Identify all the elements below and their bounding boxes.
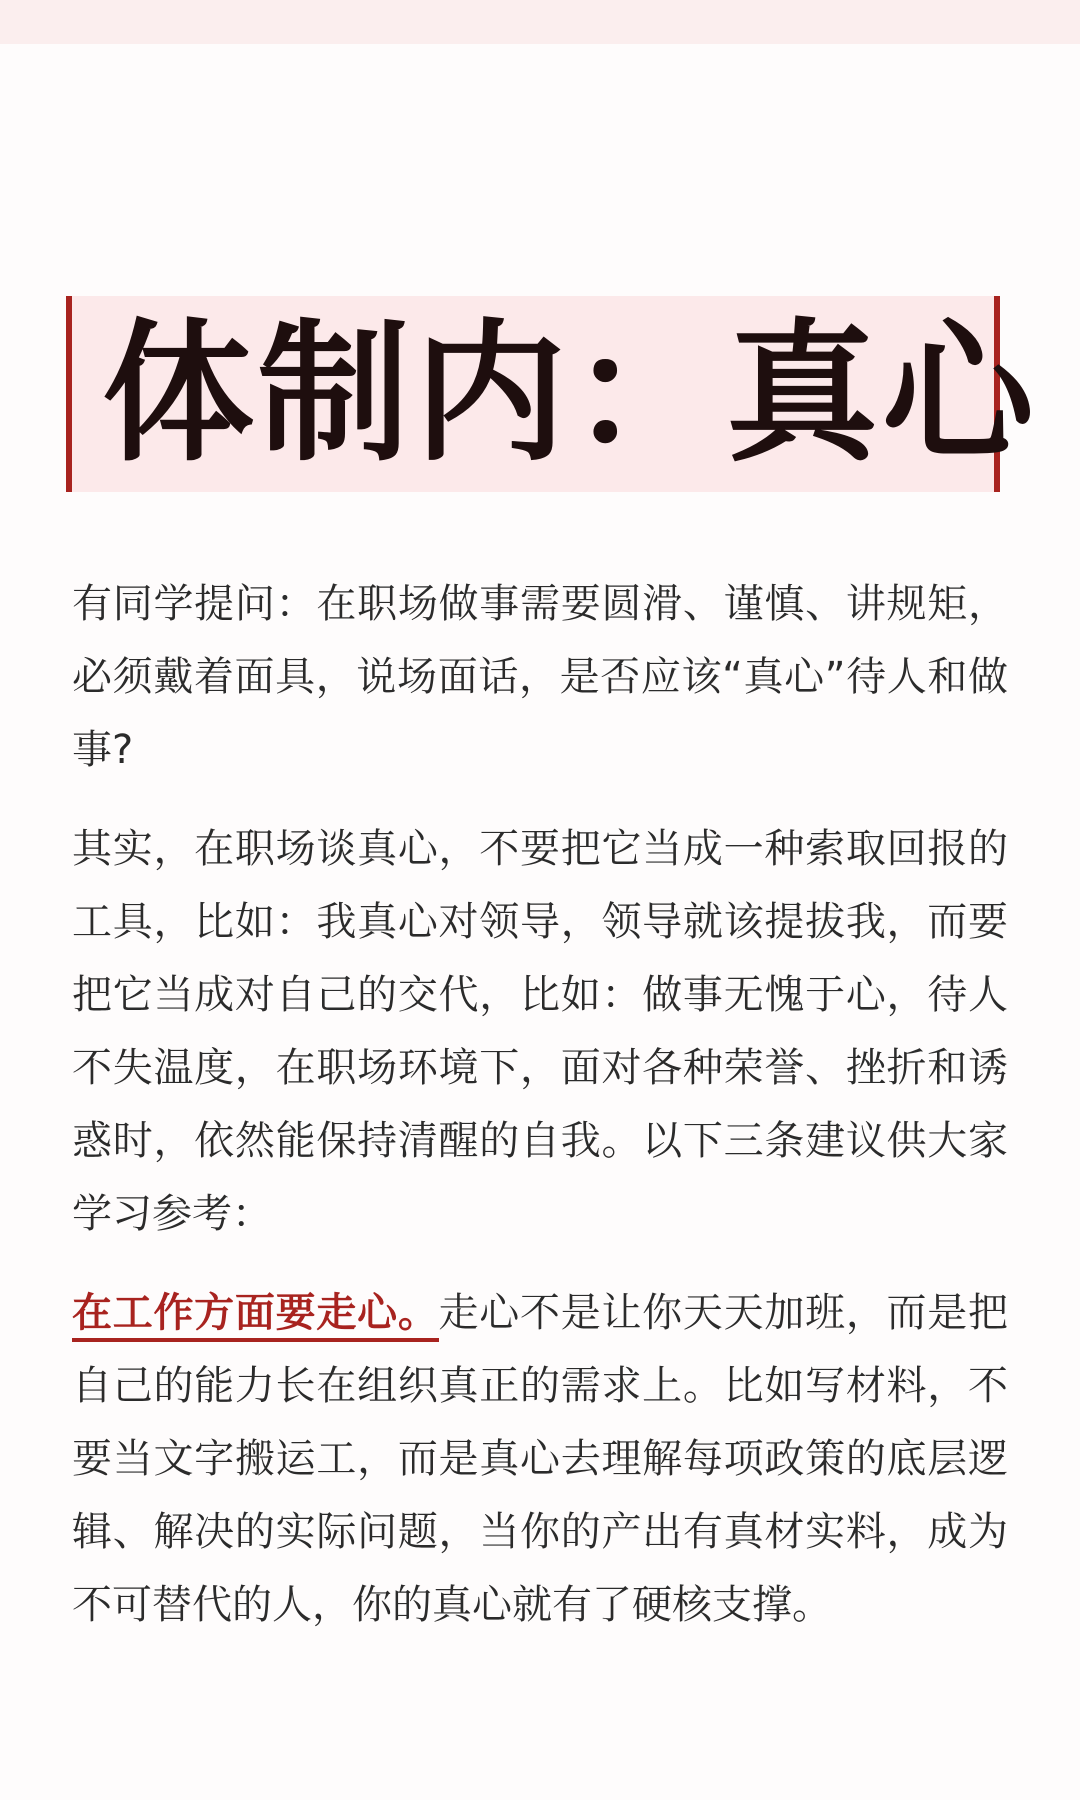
paragraph-advice-one — [72, 1277, 1008, 1642]
page-title: 体制内：真心 — [102, 305, 1038, 482]
advice-heading-highlight: 在工作方面要走心。 — [72, 1290, 439, 1342]
paragraph-question: 有同学提问：在职场做事需要圆滑、谨慎、讲规矩，必须戴着面具，说场面话，是否应该“真心”待人和做事? — [72, 581, 1008, 773]
article-body — [72, 568, 1008, 1668]
advice-body-text: 走心不是让你天天加班，而是把自己的能力长在组织真正的需求上。比如写材料，不要当文字搬运工，而是真心去理解每项政策的底层逻辑、解决的实际问题，当你的产出有真材实料，成为不可替代的人，你的真心就有了硬核支撑。 — [72, 1290, 1009, 1628]
top-decorative-strip — [0, 0, 1080, 44]
paragraph-intro: 其实，在职场谈真心，不要把它当成一种索取回报的工具，比如：我真心对领导，领导就该提拔我，而要把它当成对自己的交代，比如：做事无愧于心，待人不失温度，在职场环境下，面对各种荣誉、挫折和诱惑时，依然能保持清醒的自我。以下三条建议供大家学习参考： — [72, 826, 1008, 1237]
title-banner — [66, 296, 1038, 492]
